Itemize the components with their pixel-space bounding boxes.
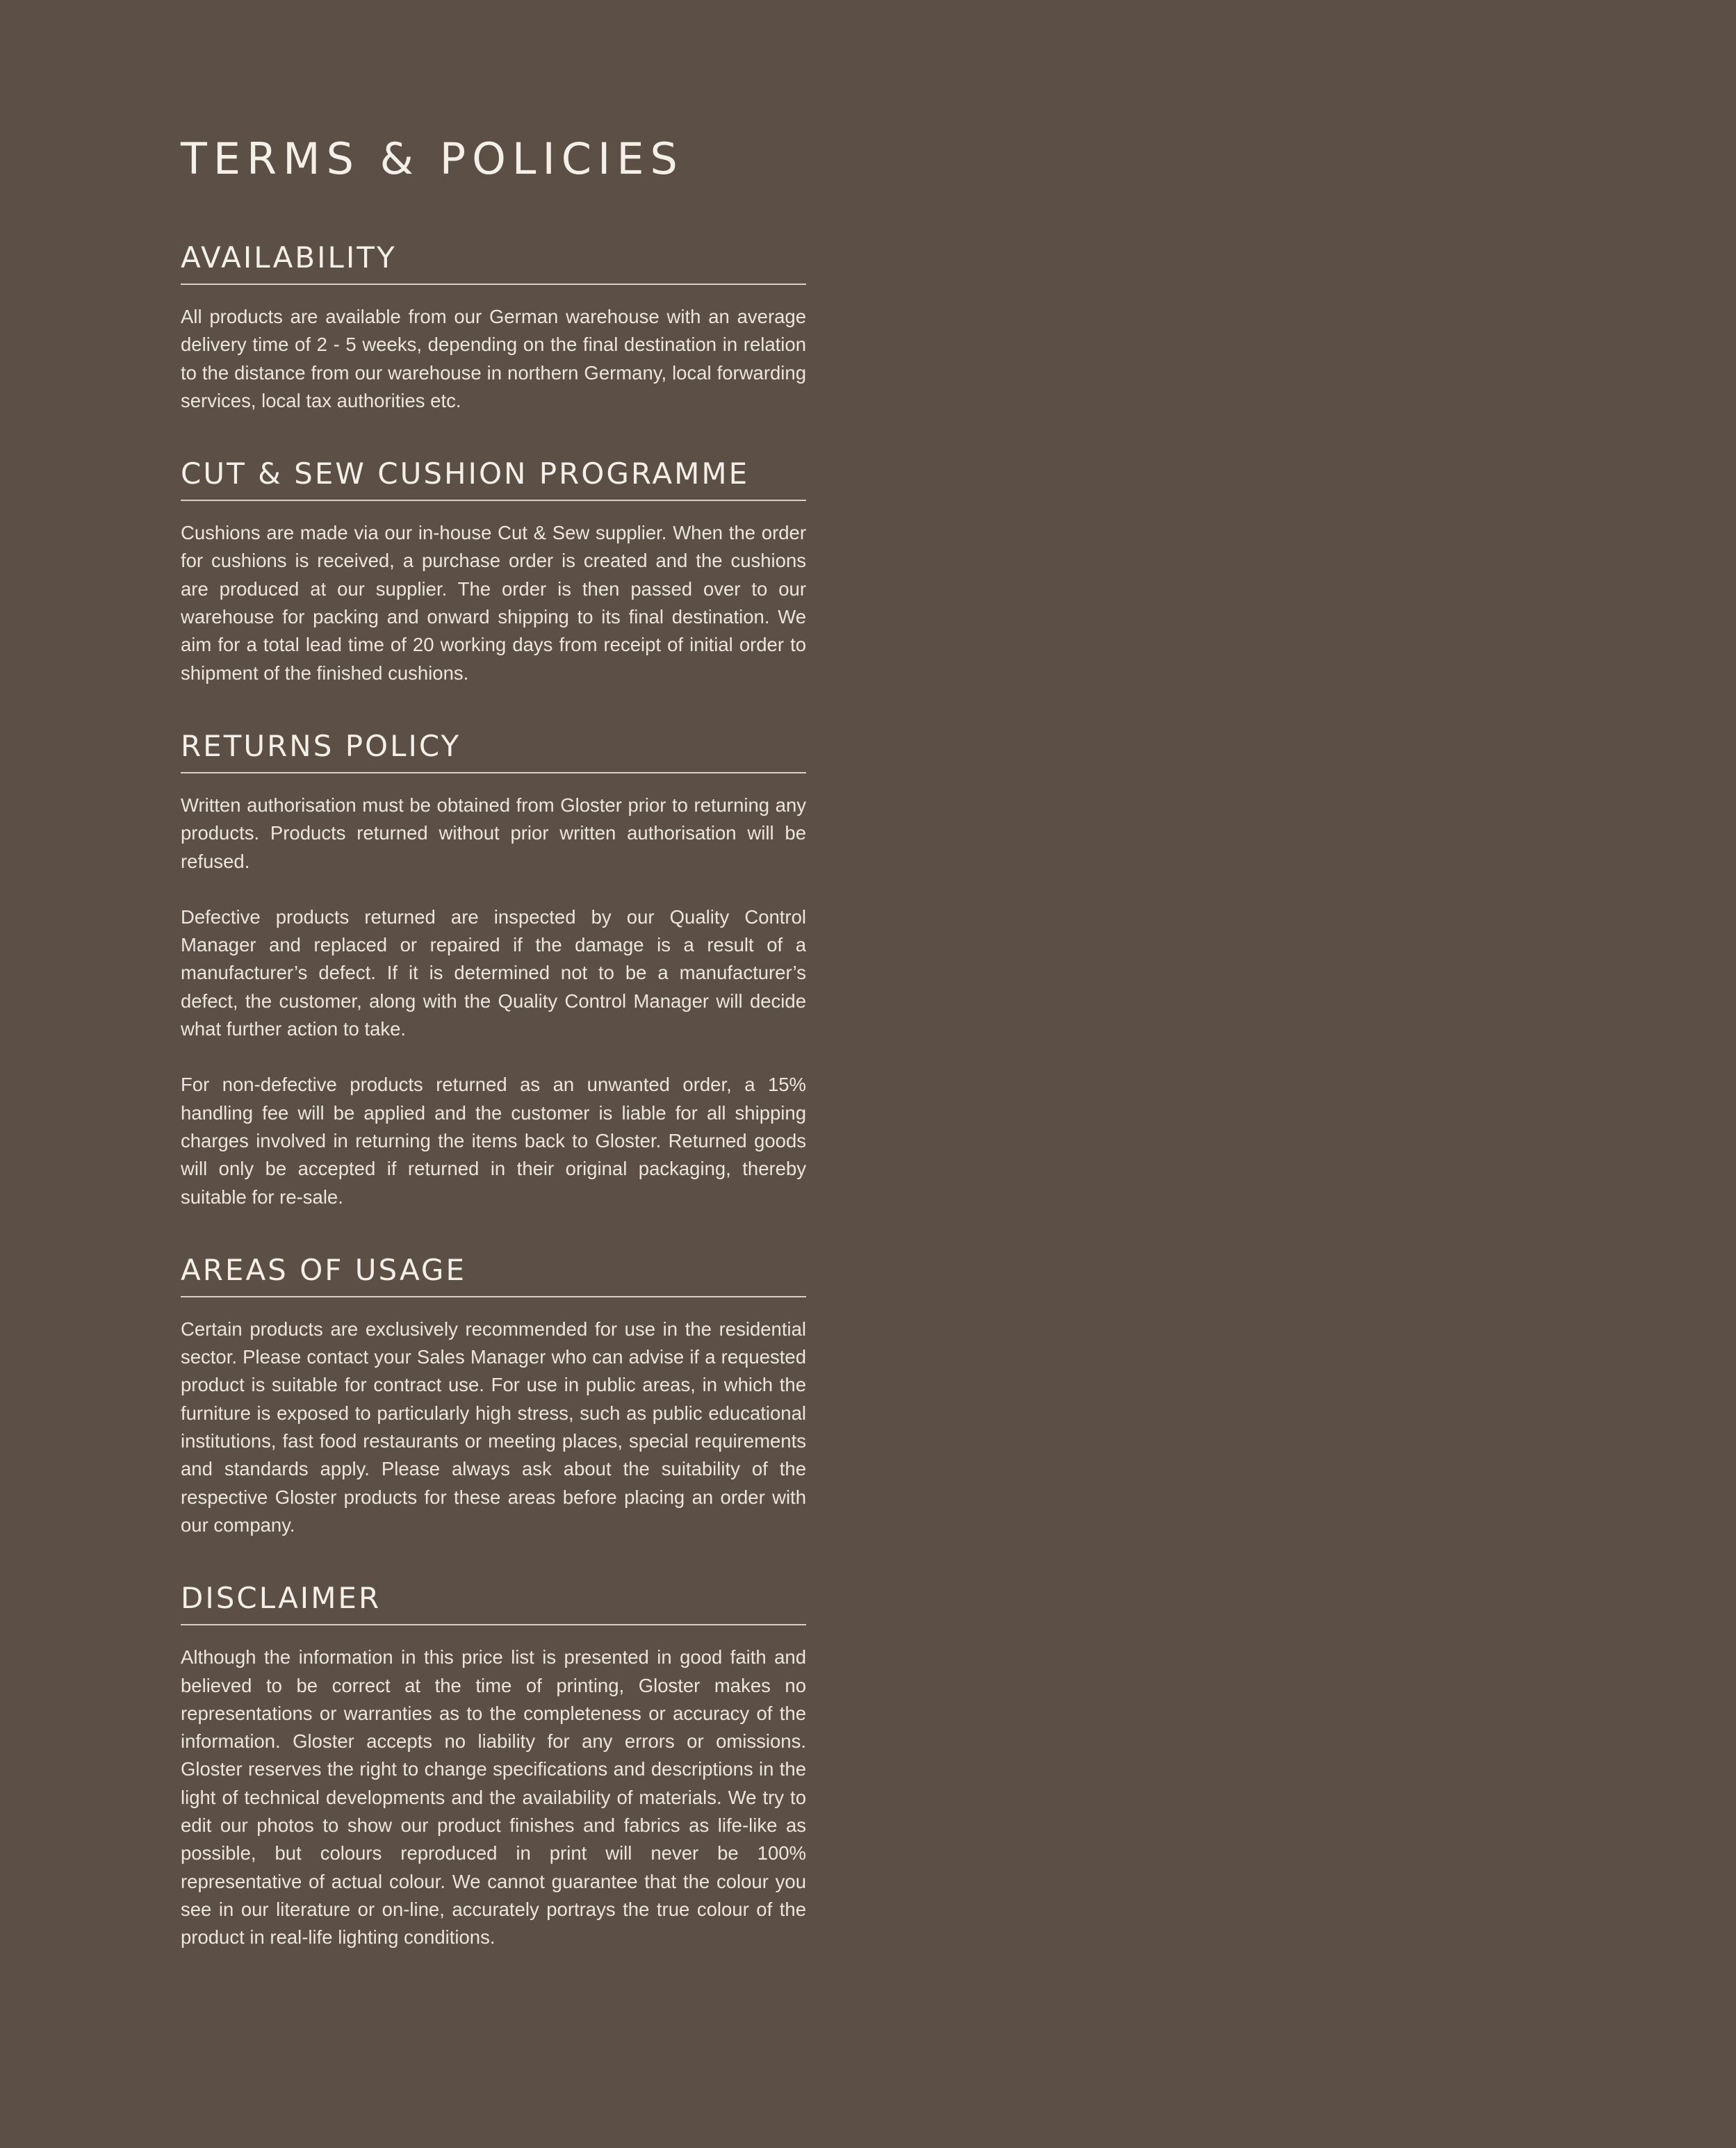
- section-cut-and-sew: [181, 457, 806, 687]
- section-heading: CUT & SEW CUSHION PROGRAMME: [181, 457, 806, 501]
- section-paragraph: For non-defective products returned as an unwanted order, a 15% handling fee will be applied and the customer is liable for all shipping charges involved in returning the items back to Gloster. Returned goods will only be accepted if returned in their original packaging, thereby suitable for re-sale.: [181, 1074, 806, 1208]
- section-paragraph: Written authorisation must be obtained from Gloster prior to returning any products. Products returned without prior written authorisation will be refused.: [181, 794, 806, 872]
- section-paragraph: Certain products are exclusively recommended for use in the residential sector. Please contact your Sales Manager who can advise if a requested product is suitable for contract use. For use in public areas, in which the furniture is exposed to particularly high stress, such as public educational institutions, fast food restaurants or meeting places, special requirements and standards apply. Please always ask about the suitability of the respective Gloster products for these areas before placing an order with our company.: [181, 1318, 806, 1536]
- section-availability: [181, 240, 806, 415]
- section-heading: AVAILABILITY: [181, 240, 806, 285]
- section-heading: DISCLAIMER: [181, 1581, 806, 1625]
- terms-page: [181, 132, 806, 1951]
- section-areas-of-usage: [181, 1253, 806, 1539]
- section-paragraph: Defective products returned are inspected by our Quality Control Manager and replaced or repaired if the damage is a result of a manufacturer’s defect. If it is determined not to be a manufacturer’s defect, the customer, along with the Quality Control Manager will decide what further action to take.: [181, 905, 806, 1040]
- section-disclaimer: [181, 1581, 806, 1951]
- section-paragraph: All products are available from our German warehouse with an average delivery time of 2 - 5 weeks, depending on the final destination in relation to the distance from our warehouse in northern Germany, local forwarding services, local tax authorities etc.: [181, 306, 806, 411]
- section-heading: RETURNS POLICY: [181, 729, 806, 773]
- page-title: TERMS & POLICIES: [181, 133, 684, 184]
- section-paragraph: Cushions are made via our in-house Cut & Sew supplier. When the order for cushions is received, a purchase order is created and the cushions are produced at our supplier. The order is then passed over to our warehouse for packing and onward shipping to its final destination. We aim for a total lead time of 20 working days from receipt of initial order to shipment of the finished cushions.: [181, 522, 806, 684]
- section-heading: AREAS OF USAGE: [181, 1253, 806, 1297]
- section-paragraph: Although the information in this price list is presented in good faith and believed to be correct at the time of printing, Gloster makes no representations or warranties as to the completeness or accuracy of the information. Gloster accepts no liability for any errors or omissions. Gloster reserves the right to change specifications and descriptions in the light of technical developments and the availability of materials. We try to edit our photos to show our product finishes and fabrics as life-like as possible, but colours reproduced in print will never be 100% representative of actual colour. We cannot guarantee that the colour you see in our literature or on-line, accurately portrays the true colour of the product in real-life lighting conditions.: [181, 1646, 806, 1949]
- section-returns-policy: [181, 729, 806, 1211]
